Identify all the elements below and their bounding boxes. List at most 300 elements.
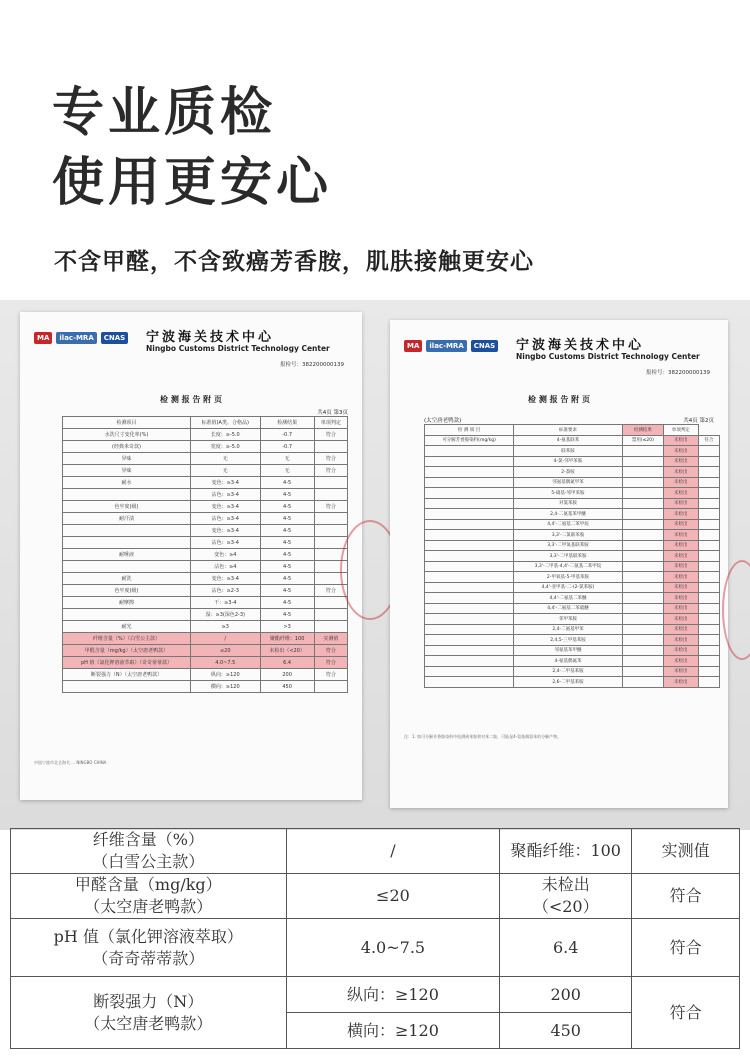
table-cell [698,614,719,625]
table-cell: 4-5 [260,501,314,513]
page-number: 共4页 第2页 [683,418,714,424]
table-cell: 检测项目 [63,417,191,429]
table-cell: 变色：≥3-4 [190,525,260,537]
table-cell: 耐摩擦 [63,597,191,609]
table-cell: 未检出 [663,498,698,509]
table-cell [622,551,663,562]
table-cell [314,597,347,609]
table-row [11,874,740,919]
accreditation-logos [404,340,498,352]
table-row [63,561,348,573]
table-cell: 耐唾液 [63,549,191,561]
table-cell [698,446,719,457]
table-cell: 对氯苯胺 [514,498,623,509]
result-value: 未检出 [541,875,590,894]
table-row [425,509,720,520]
table-cell: 耐洗 [63,573,191,585]
table-cell: 禁用(≤20) [622,435,663,446]
table-cell [622,456,663,467]
table-cell [622,561,663,572]
table-cell: -0.7 [260,441,314,453]
table-cell [698,509,719,520]
table-cell: pH 值（氯化钾溶液萃取）（奇奇蒂蒂款） [63,657,191,669]
table-cell [622,677,663,688]
table-cell: 未检出 [663,603,698,614]
product-name: (太空唐老鸭款) [424,418,462,424]
table-cell: 无 [260,453,314,465]
table-cell: 5-硝基-邻甲苯胺 [514,488,623,499]
table-row [11,977,740,1013]
table-cell: 符合 [314,429,347,441]
standard-cell: 纵向：≥120 [286,977,500,1013]
table-row [425,656,720,667]
table-row [425,593,720,604]
cnas-logo: CNAS [471,340,498,352]
table-cell: 3,3'-二甲基联苯胺 [514,551,623,562]
table-cell: 4,4'-二氨基二苯甲烷 [514,519,623,530]
table-row [425,498,720,509]
item-cell [11,874,287,919]
result-detail: （<20） [532,897,599,916]
table-cell: 4-5 [260,525,314,537]
table-cell [425,477,514,488]
table-cell: 联苯胺 [514,446,623,457]
table-cell: 宽度：≥-5.0 [190,441,260,453]
table-row [63,585,348,597]
table-cell: 6.4 [260,657,314,669]
table-cell: 检测结果 [260,417,314,429]
table-cell [622,498,663,509]
table-cell [63,537,191,549]
center-name-en: Ningbo Customs District Technology Center [516,352,700,361]
table-cell: 4-5 [260,513,314,525]
judgement-cell: 符合 [632,919,740,977]
table-cell: 邻氨基苯甲醚 [514,645,623,656]
table-row [63,501,348,513]
table-cell [425,572,514,583]
item-label: 断裂强力（N） [93,991,204,1011]
table-cell [698,467,719,478]
table-cell [314,609,347,621]
table-cell: 沾色：≥4 [190,561,260,573]
table-cell: 变色：≥4 [190,549,260,561]
table-cell: 实测值 [314,633,347,645]
table-cell: 检 测 项 目 [425,425,514,436]
table-cell: 3,3'-二甲基-4,4'-二氨基二苯甲烷 [514,561,623,572]
table-cell [425,498,514,509]
table-row [425,456,720,467]
subheadline: 不含甲醛，不含致癌芳香胺，肌肤接触更安心 [54,249,534,275]
table-cell [63,609,191,621]
table-cell: 长度：≥-5.0 [190,429,260,441]
table-row [63,609,348,621]
table-row [11,919,740,977]
table-row [63,657,348,669]
table-row [425,561,720,572]
table-cell: 未检出 [663,624,698,635]
item-style: （太空唐老鸭款） [84,897,213,916]
table-row [425,425,720,436]
table-cell [314,477,347,489]
summary-table [10,828,740,1049]
table-cell [425,540,514,551]
table-cell [698,551,719,562]
table-cell [425,677,514,688]
result-cell [500,874,632,919]
table-row [425,530,720,541]
table-row [63,489,348,501]
table-cell [425,530,514,541]
table-cell: 检测结果 [622,425,663,436]
report-header [404,334,718,374]
table-cell [622,635,663,646]
table-cell: 异味 [63,465,191,477]
table-cell [698,593,719,604]
table-cell: 水洗尺寸变化率(%) [63,429,191,441]
ma-logo: MA [404,340,422,352]
table-cell: 未检出 [663,551,698,562]
table-cell [698,519,719,530]
table-cell: 异味 [63,453,191,465]
table-cell [425,656,514,667]
table-cell [314,621,347,633]
table-cell: 未检出 [663,530,698,541]
table-cell [622,656,663,667]
table-cell: 符合 [314,657,347,669]
standard-cell: / [286,829,500,874]
table-cell [622,593,663,604]
table-cell: 沾色：≥3-4 [190,537,260,549]
table-cell [698,477,719,488]
table-cell [698,635,719,646]
table-cell: 横向：≥120 [190,681,260,693]
table-cell: 聚酯纤维：100 [260,633,314,645]
table-cell: ≥3 [190,621,260,633]
table-cell [425,561,514,572]
table-cell: 4,4'-二氨基二苯硫醚 [514,603,623,614]
table-cell: 4-5 [260,537,314,549]
table-row [425,540,720,551]
table-cell [698,582,719,593]
table-cell [314,681,347,693]
table-cell: 4-氨基偶氮苯 [514,656,623,667]
table-cell: -0.7 [260,429,314,441]
table-cell: 4,4'-二氨基二苯醚 [514,593,623,604]
right-report-paper [390,320,728,808]
report-title: 检 测 报 告 附 页 [160,395,222,404]
table-cell: 4-5 [260,477,314,489]
table-cell: 符合 [314,585,347,597]
table-cell: 耐汗渍 [63,513,191,525]
table-cell [698,603,719,614]
table-cell: 2-甲氧基-5-甲基苯胺 [514,572,623,583]
item-label: 纤维含量（%） [92,830,204,849]
right-report-table [424,424,720,688]
ma-logo: MA [34,332,52,344]
table-cell [622,509,663,520]
table-cell: 2-萘胺 [514,467,623,478]
table-cell: 4-5 [260,585,314,597]
table-cell [698,456,719,467]
table-cell [425,635,514,646]
table-row [425,467,720,478]
table-cell [622,477,663,488]
cnas-logo: CNAS [101,332,128,344]
table-cell: 未检出 [663,572,698,583]
table-row [425,477,720,488]
report-note: 注：1. 如可分解芳香胺染料中检测到苯胺和对苯二胺，可能是4-氨基偶氮苯的分解产物。 [404,734,562,739]
table-row [63,645,348,657]
item-style: （白雪公主款） [92,852,205,871]
table-cell: 纤维含量（%）（白雪公主款） [63,633,191,645]
table-cell [698,540,719,551]
table-row [63,525,348,537]
table-row [63,513,348,525]
table-cell: 450 [260,681,314,693]
table-row [425,624,720,635]
table-cell: 4-5 [260,609,314,621]
ilac-logo: ilac-MRA [56,332,96,344]
table-cell: 未检出 [663,656,698,667]
table-cell: 未检出（<20） [260,645,314,657]
standard-cell: ≤20 [286,874,500,919]
report-header [34,326,352,366]
table-cell [425,488,514,499]
table-cell: 4-氨基联苯 [514,435,623,446]
accreditation-logos [34,332,128,344]
table-cell: ≤20 [190,645,260,657]
table-cell: 未检出 [663,635,698,646]
item-style: （太空唐老鸭款） [84,1013,213,1033]
table-cell: 甲醛含量（mg/kg）（太空唐老鸭款） [63,645,191,657]
ilac-logo: ilac-MRA [426,340,466,352]
table-row [63,669,348,681]
table-row [425,551,720,562]
table-row [425,488,720,499]
table-cell: 未检出 [663,456,698,467]
item-cell [11,919,287,977]
table-cell: 2,4-二甲基苯胺 [514,666,623,677]
table-cell: >3 [260,621,314,633]
table-cell [425,624,514,635]
report-number: 报检号：382200000139 [280,362,344,368]
standard-cell: 横向：≥120 [286,1013,500,1049]
table-cell: 4-5 [260,573,314,585]
table-cell [63,489,191,501]
table-cell [425,593,514,604]
table-cell [622,488,663,499]
table-cell: 符合 [314,501,347,513]
table-row [425,446,720,457]
table-cell: 干：≥3-4 [190,597,260,609]
center-name: 宁波海关技术中心 [146,330,275,345]
table-cell: 沾色：≥3-4 [190,513,260,525]
table-cell: 沾色：≥2-3 [190,585,260,597]
table-cell: 耐光 [63,621,191,633]
table-cell: 未检出 [663,614,698,625]
table-cell [622,624,663,635]
table-cell: 未检出 [663,645,698,656]
table-cell: 未检出 [663,561,698,572]
center-name-en: Ningbo Customs District Technology Center [146,344,330,353]
table-cell: 2,4-二氨基甲苯 [514,624,623,635]
table-row [425,582,720,593]
table-row [63,597,348,609]
table-cell: 200 [260,669,314,681]
table-row [11,829,740,874]
table-cell: 4-5 [260,489,314,501]
table-cell: 4-5 [260,561,314,573]
table-cell: 3,3'-二甲氧基联苯胺 [514,540,623,551]
table-cell: 无 [190,453,260,465]
table-cell: 纵向：≥120 [190,669,260,681]
judgement-cell: 符合 [632,874,740,919]
table-cell [622,645,663,656]
table-row [63,681,348,693]
table-cell: 4.0~7.5 [190,657,260,669]
table-row [63,429,348,441]
table-cell: 未检出 [663,477,698,488]
table-cell: 符合 [314,465,347,477]
table-row [425,677,720,688]
table-cell: 4-氯-邻甲苯胺 [514,456,623,467]
table-cell: 未检出 [663,593,698,604]
table-cell [63,525,191,537]
table-cell [314,489,347,501]
table-cell: 无 [190,465,260,477]
table-cell [425,666,514,677]
table-cell [622,540,663,551]
table-row [425,519,720,530]
item-label: 甲醛含量（mg/kg） [74,875,222,894]
table-cell [622,530,663,541]
table-cell: 未检出 [663,540,698,551]
table-row [63,633,348,645]
item-cell [11,829,287,874]
table-cell [698,677,719,688]
judgement-cell: 实测值 [632,829,740,874]
table-cell [622,467,663,478]
table-cell: 2,4-二氨基苯甲醚 [514,509,623,520]
table-cell [698,488,719,499]
report-footer: 中国宁波市北仑海关 ... NINGBO CHINA [34,760,107,765]
table-row [63,417,348,429]
table-cell: 邻甲苯胺 [514,614,623,625]
table-cell: 符合 [314,645,347,657]
table-cell: 符合 [314,669,347,681]
table-cell [425,551,514,562]
table-row [63,537,348,549]
table-cell: 2,4,5-三甲基苯胺 [514,635,623,646]
table-cell [698,561,719,572]
table-cell [622,519,663,530]
table-cell: 沾色：≥3-4 [190,489,260,501]
table-cell [314,513,347,525]
table-cell: 符合 [314,453,347,465]
table-cell [425,645,514,656]
table-cell: 未检出 [663,519,698,530]
table-row [63,573,348,585]
table-cell [622,582,663,593]
table-cell [622,446,663,457]
table-cell: 4-5 [260,549,314,561]
item-label: pH 值（氯化钾溶液萃取） [53,926,243,946]
table-cell: 无 [260,465,314,477]
table-row [63,465,348,477]
table-cell [63,561,191,573]
table-cell [425,467,514,478]
table-cell [425,614,514,625]
table-row [63,549,348,561]
table-cell [698,624,719,635]
table-cell: 未检出 [663,677,698,688]
result-cell: 200 [500,977,632,1013]
result-cell: 聚酯纤维：100 [500,829,632,874]
table-cell [698,572,719,583]
report-title: 检 测 报 告 附 页 [528,395,590,404]
headline-line-2: 使用更安心 [52,153,333,213]
table-cell: 未检出 [663,509,698,520]
table-row [425,572,720,583]
table-cell [698,666,719,677]
table-cell [425,519,514,530]
table-cell: 4,4'-亚甲基-二-(2-氯苯胺) [514,582,623,593]
table-cell [314,441,347,453]
table-cell: (经典米奇款) [63,441,191,453]
table-cell: 变色：≥3-4 [190,501,260,513]
table-cell [425,582,514,593]
table-cell: 标准要求 [514,425,623,436]
table-cell: 2,6-二甲基苯胺 [514,677,623,688]
table-row [425,645,720,656]
table-cell: 3,3'-二氯联苯胺 [514,530,623,541]
table-row [425,614,720,625]
table-cell: 湿：≥3(深色2-3) [190,609,260,621]
table-cell [622,572,663,583]
table-cell: 色牢度(级) [63,501,191,513]
table-cell: 符合 [698,435,719,446]
table-cell: 未检出 [663,467,698,478]
table-row [63,441,348,453]
table-cell [622,603,663,614]
table-cell [425,603,514,614]
table-cell: 邻氨基偶氮甲苯 [514,477,623,488]
table-row [425,635,720,646]
table-row [425,666,720,677]
table-cell [425,456,514,467]
table-cell [622,614,663,625]
headline-line-1: 专业质检 [52,83,277,143]
item-cell [11,977,287,1049]
standard-cell: 4.0~7.5 [286,919,500,977]
left-report-paper [20,312,362,800]
table-row [63,453,348,465]
page-number: 共4页 第3页 [317,410,348,416]
judgement-cell: 符合 [632,977,740,1049]
table-cell: 单项判定 [663,425,698,436]
table-cell [63,681,191,693]
result-cell: 6.4 [500,919,632,977]
table-cell: 耐水 [63,477,191,489]
table-cell [425,446,514,457]
item-style: （奇奇蒂蒂款） [92,948,205,968]
table-cell: / [190,633,260,645]
table-cell: 未检出 [663,488,698,499]
table-cell: 未检出 [663,435,698,446]
table-cell: 变色：≥3-4 [190,573,260,585]
table-cell: 标准值(A类、合格品) [190,417,260,429]
table-cell [698,656,719,667]
